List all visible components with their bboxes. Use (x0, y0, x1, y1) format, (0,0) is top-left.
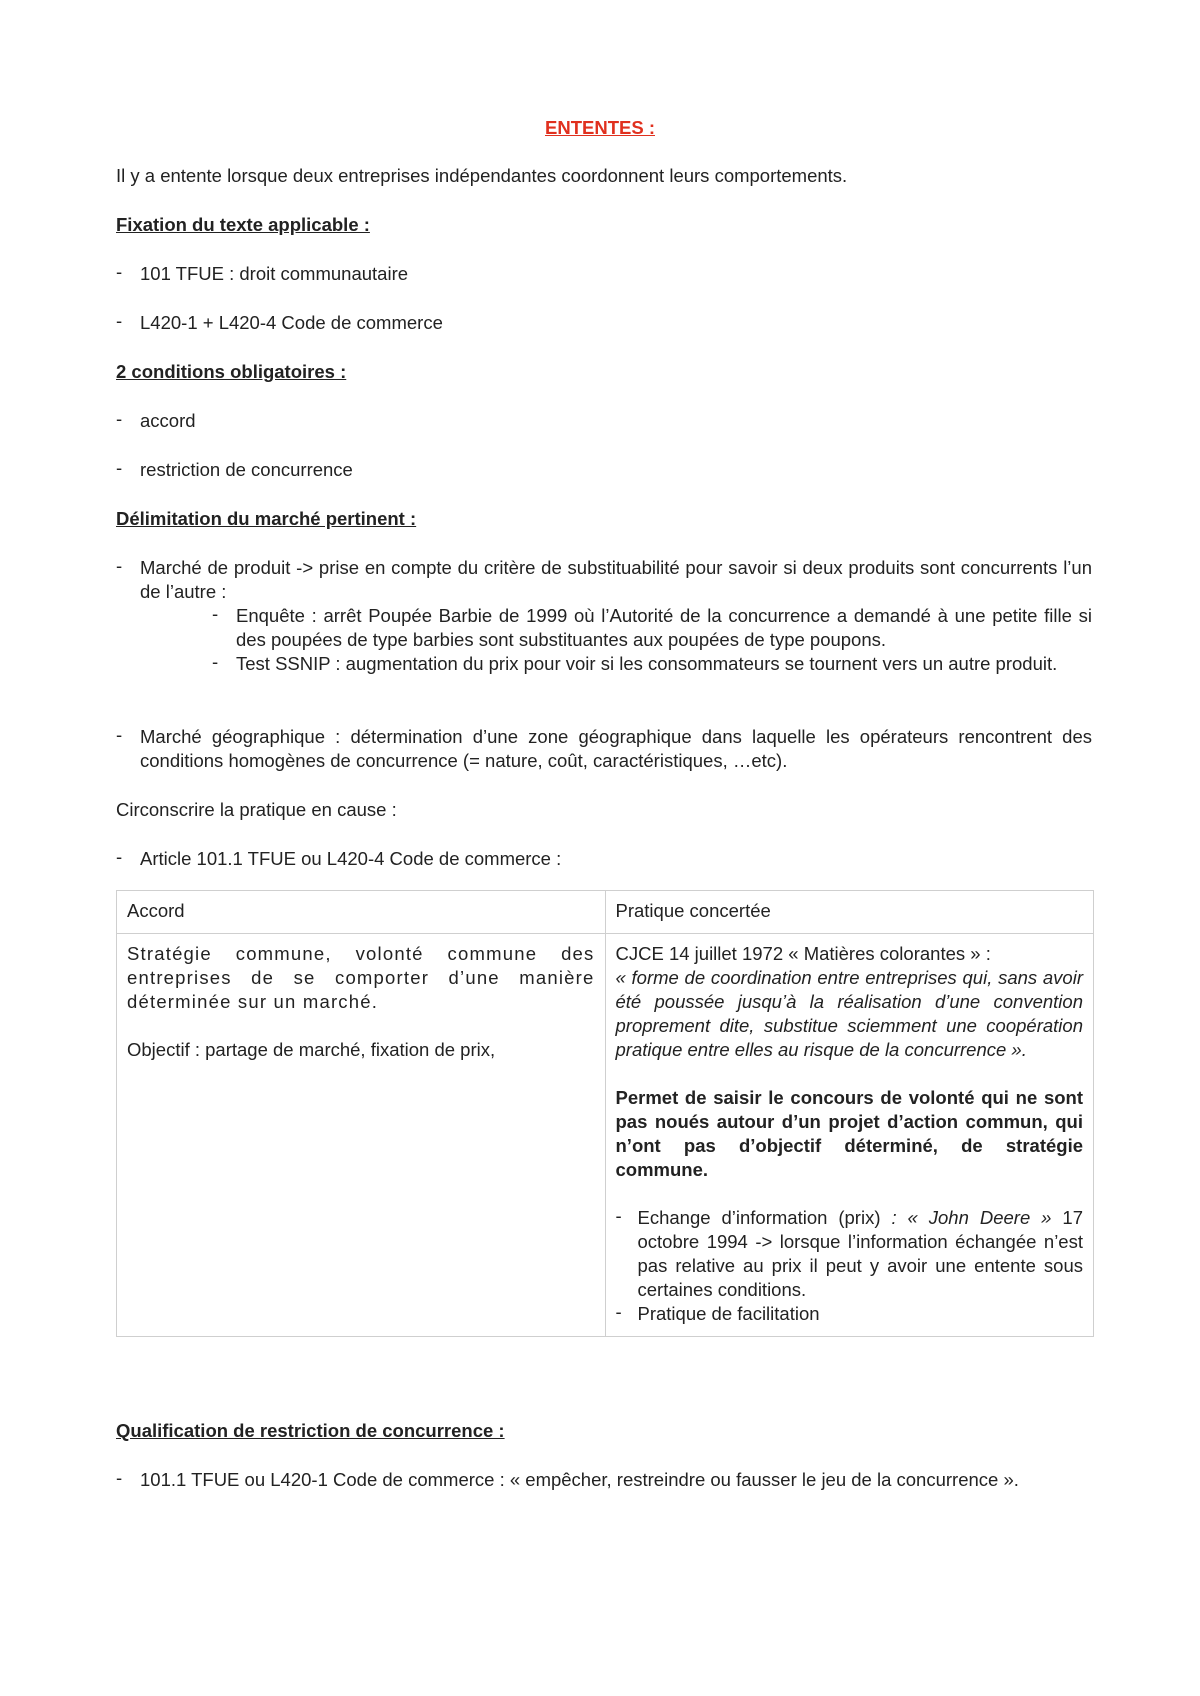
heading-qualification: Qualification de restriction de concurrence : (116, 1420, 505, 1441)
list-item: - 101 TFUE : droit communautaire (116, 262, 1092, 286)
table-cell-pratique-concertee (605, 934, 1094, 1337)
heading-marche-pertinent: Délimitation du marché pertinent : (116, 508, 417, 529)
heading-pratique-en-cause: Circonscrire la pratique en cause : (116, 799, 397, 820)
echange-label: Echange d’information (prix) (637, 1207, 892, 1228)
bold-statement: Permet de saisir le concours de volonté qui ne sont pas noués autour d’un projet d’action commun, qui n’ont pas d’objectif déterminé, de stratégie commune. (615, 1087, 1083, 1180)
list-item-qualification: - 101.1 TFUE ou L420-1 Code de commerce : « empêcher, restreindre ou fausser le jeu de la concurrence ». (116, 1468, 1092, 1492)
heading-texte-applicable: Fixation du texte applicable : (116, 214, 370, 235)
list-item-marche-produit: - Marché de produit -> prise en compte du critère de substituabilité pour savoir si deux produits sont concurrents l’un de l’autre : (116, 556, 1092, 604)
list-item: - L420-1 + L420-4 Code de commerce (116, 311, 1092, 335)
list-item: - restriction de concurrence (116, 458, 1092, 482)
table-header-accord: Accord (117, 891, 606, 934)
echange-case: : « John Deere » (891, 1207, 1052, 1228)
comparison-table (116, 890, 1094, 1337)
table-header-pratique-concertee: Pratique concertée (605, 891, 1094, 934)
list-item-echange (616, 1206, 1084, 1302)
heading-conditions: 2 conditions obligatoires : (116, 361, 347, 382)
accord-definition: Stratégie commune, volonté commune des entreprises de se comporter d’une manière déterminée sur un marché. (127, 943, 595, 1012)
case-reference: CJCE 14 juillet 1972 « Matières colorantes » : (615, 943, 991, 964)
sub-list-item-ssnip: - Test SSNIP : augmentation du prix pour voir si les consommateurs se tournent vers un autre produit. (212, 652, 1092, 676)
echange-text: 17 octobre 1994 -> lorsque l’information échangée n’est pas relative au prix il peut y avoir une entente sous certaines conditions. (637, 1207, 1083, 1300)
accord-objectif: Objectif : partage de marché, fixation de prix, (127, 1039, 496, 1060)
sub-list-item-enquete: - Enquête : arrêt Poupée Barbie de 1999 où l’Autorité de la concurrence a demandé à une petite fille si des poupées de type barbies sont substituantes aux poupées de type poupons. (212, 604, 1092, 652)
table-cell-accord (117, 934, 606, 1337)
list-item-article: - Article 101.1 TFUE ou L420-4 Code de commerce : (116, 847, 1092, 871)
list-item-facilitation: - Pratique de facilitation (616, 1302, 1084, 1326)
list-item: - accord (116, 409, 1092, 433)
page-title: ENTENTES : (545, 117, 655, 138)
list-item-marche-geographique: - Marché géographique : détermination d’une zone géographique dans laquelle les opérateurs rencontrent des conditions homogènes de concurrence (= nature, coût, caractéristiques, …etc). (116, 725, 1092, 773)
intro-paragraph: Il y a entente lorsque deux entreprises indépendantes coordonnent leurs comportements. (116, 165, 848, 186)
table-row (117, 934, 1094, 1337)
case-quote: « forme de coordination entre entreprises qui, sans avoir été poussée jusqu’à la réalisation d’une convention proprement dite, substitue sciemment une coopération pratique entre elles au risque de la concurrence ». (615, 967, 1083, 1060)
table-header-row (117, 891, 1094, 934)
